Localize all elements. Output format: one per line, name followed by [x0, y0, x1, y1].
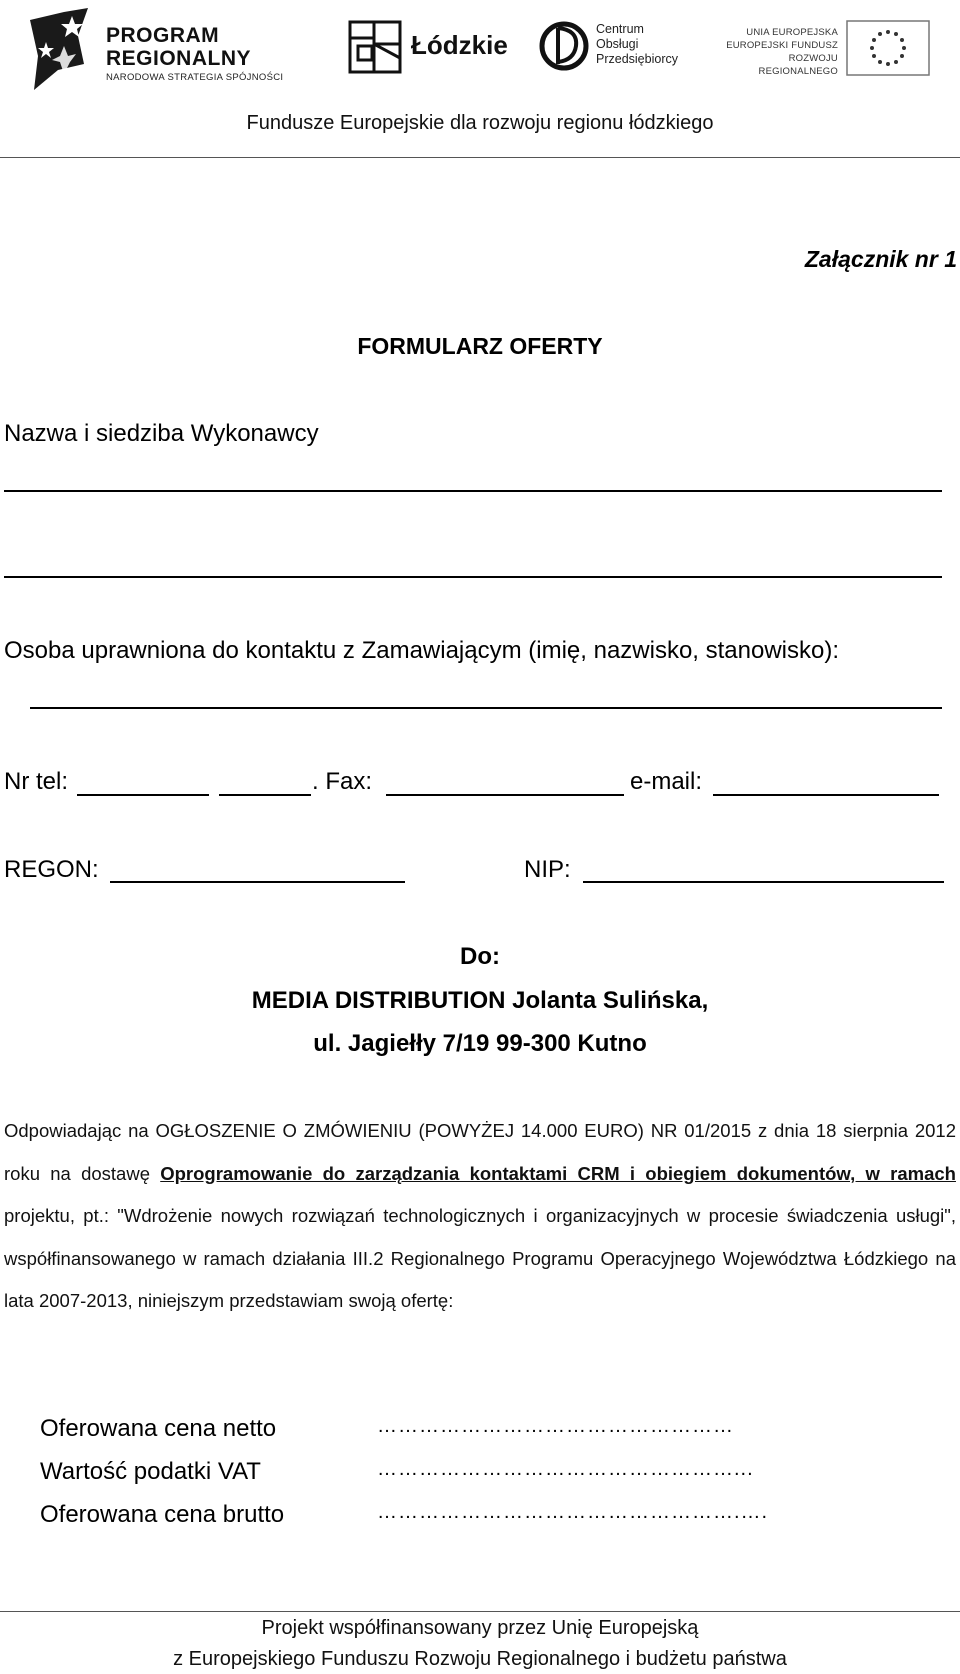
gross-price-label: Oferowana cena brutto — [40, 1501, 285, 1528]
program-regionalny-logo — [24, 6, 94, 92]
contact-line[interactable] — [30, 707, 942, 709]
tel-line-2[interactable] — [219, 794, 311, 796]
regon-label: REGON: — [4, 856, 99, 883]
eu-line2: EUROPEJSKI FUNDUSZ — [726, 40, 838, 51]
vat-field[interactable]: ……………………………………………... — [377, 1458, 754, 1480]
offer-paragraph-subject: Oprogramowanie do zarządzania kontaktami CRM i obiegiem dokumentów, w ramach — [160, 1162, 956, 1184]
program-title-line2: REGIONALNY — [106, 47, 252, 70]
vat-label: Wartość podatki VAT — [40, 1458, 261, 1485]
fax-line[interactable] — [386, 794, 624, 796]
net-price-field[interactable]: …………………………………………… — [377, 1415, 734, 1437]
cop-line2: Obsługi — [596, 37, 639, 51]
net-price-label: Oferowana cena netto — [40, 1415, 277, 1442]
nip-line[interactable] — [583, 881, 944, 883]
regon-line[interactable] — [110, 881, 405, 883]
offer-paragraph-intro: Odpowiadając na OGŁOSZENIE O ZMÓWIENIU (POWYŻEJ 14.000 EURO) NR 01/2015 z dnia 18 sierpnia 2012 roku na dostawę — [4, 1120, 956, 1184]
header-logos — [0, 0, 960, 110]
email-label: e-mail: — [630, 768, 703, 795]
footer-line1: Projekt współfinansowany przez Unię Europejską — [261, 1617, 699, 1639]
lodzkie-label: Łódzkie — [411, 30, 508, 60]
eu-text — [712, 26, 838, 78]
nip-label: NIP: — [524, 856, 571, 883]
attachment-label: Załącznik nr 1 — [804, 246, 957, 272]
program-title-line1: PROGRAM — [106, 24, 220, 47]
footer-line2: z Europejskiego Funduszu Rozwoju Regionalnego i budżetu państwa — [173, 1648, 787, 1670]
contact-label: Osoba uprawniona do kontaktu z Zamawiającym (imię, nazwisko, stanowisko): — [4, 637, 840, 664]
fax-label: . Fax: — [312, 768, 373, 795]
eu-flag-icon — [846, 20, 930, 76]
gross-price-field[interactable]: …………………………………………….…. — [377, 1501, 769, 1523]
eu-line3: ROZWOJU REGIONALNEGO — [758, 53, 838, 77]
program-regionalny-text — [106, 24, 283, 83]
recipient-to-label: Do: — [460, 943, 500, 970]
footer-divider — [0, 1611, 960, 1612]
header-subtitle: Fundusze Europejskie dla rozwoju regionu łódzkiego — [246, 112, 714, 134]
tel-label: Nr tel: — [4, 768, 69, 795]
contractor-line-2[interactable] — [4, 576, 942, 578]
cop-logo-icon — [538, 18, 590, 74]
cop-line1: Centrum — [596, 22, 644, 36]
program-subtitle: NARODOWA STRATEGIA SPÓJNOŚCI — [106, 72, 284, 83]
lodzkie-logo-icon — [346, 18, 404, 76]
eu-line1: UNIA EUROPEJSKA — [746, 27, 838, 38]
offer-paragraph-rest: projektu, pt.: "Wdrożenie nowych rozwiązań technologicznych i organizacyjnych w procesie świadczenia usługi", współfinansowanego w ramach działania III.2 Regionalnego Programu Operacyjnego Województwa Łódzkiego na lata 2007-2013, niniejszym przedstawiam swoją ofertę: — [4, 1205, 956, 1311]
cop-text — [596, 22, 678, 67]
contractor-label: Nazwa i siedziba Wykonawcy — [4, 420, 319, 447]
form-title: FORMULARZ OFERTY — [357, 333, 603, 359]
recipient-name: MEDIA DISTRIBUTION Jolanta Sulińska, — [251, 987, 709, 1014]
email-line[interactable] — [713, 794, 939, 796]
header-divider — [0, 157, 960, 158]
offer-paragraph — [4, 1110, 956, 1323]
cop-line3: Przedsiębiorcy — [596, 52, 678, 66]
recipient-address: ul. Jagiełły 7/19 99-300 Kutno — [313, 1030, 647, 1057]
tel-line-1[interactable] — [77, 794, 209, 796]
contractor-line-1[interactable] — [4, 490, 942, 492]
